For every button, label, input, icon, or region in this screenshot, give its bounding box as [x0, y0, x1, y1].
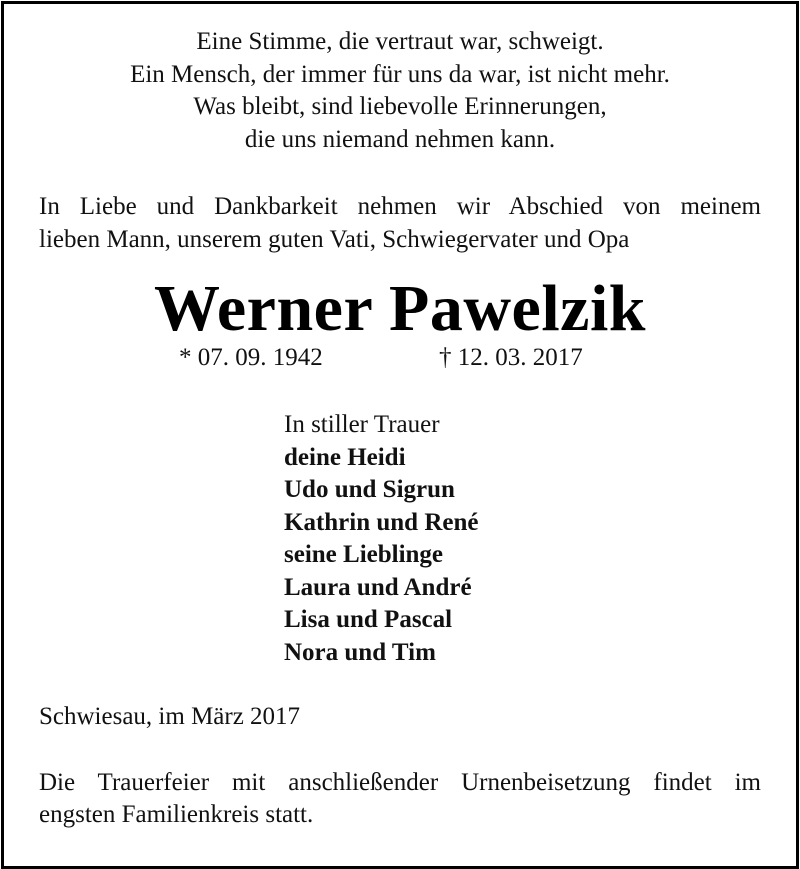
- notice-line: engsten Familienkreis statt.: [39, 801, 314, 828]
- place-and-date: Schwiesau, im März 2017: [39, 703, 301, 730]
- farewell-intro: [39, 191, 761, 256]
- obituary-frame: [1, 1, 799, 869]
- birth-date: * 07. 09. 1942: [179, 344, 323, 371]
- poem-line: Ein Mensch, der immer für uns da war, ist nicht mehr.: [130, 60, 670, 88]
- mourner-name: deine Heidi: [284, 443, 406, 471]
- mourning-lead: In stiller Trauer: [284, 411, 440, 438]
- mourner-name: Lisa und Pascal: [284, 606, 453, 633]
- poem-line: Eine Stimme, die vertraut war, schweigt.: [196, 28, 604, 55]
- intro-line: lieben Mann, unserem guten Vati, Schwiegervater und Opa: [39, 225, 630, 253]
- mourner-list: [284, 442, 761, 670]
- mourner-name: Kathrin und René: [284, 508, 479, 536]
- poem-line: die uns niemand nehmen kann.: [244, 125, 556, 153]
- mourner-name: Laura und André: [284, 573, 472, 601]
- memorial-poem: [39, 26, 761, 156]
- mourner-name: Nora und Tim: [284, 638, 436, 666]
- mourner-name: Udo und Sigrun: [284, 476, 455, 503]
- mourner-name: seine Lieblinge: [284, 541, 444, 568]
- funeral-notice: [39, 767, 761, 832]
- obituary-content: [39, 26, 761, 832]
- life-dates: [39, 342, 761, 374]
- deceased-name: Werner Pawelzik: [154, 272, 646, 345]
- death-date: † 12. 03. 2017: [439, 344, 583, 371]
- poem-line: Was bleibt, sind liebevolle Erinnerungen,: [193, 93, 607, 120]
- notice-line: Die Trauerfeier mit anschließender Urnenbeisetzung findet im: [39, 768, 761, 796]
- intro-line: In Liebe und Dankbarkeit nehmen wir Abschied von meinem: [39, 193, 761, 220]
- mourners-block: [284, 409, 761, 669]
